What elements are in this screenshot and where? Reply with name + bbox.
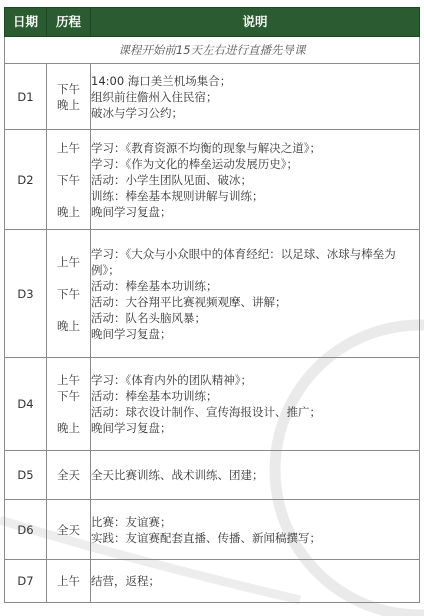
description-cell [91,230,420,358]
date-cell: D1 [5,64,47,130]
process-slot: 下午 [57,389,80,403]
header-process: 历程 [47,8,91,37]
description-line: 14:00 海口美兰机场集合； [91,73,232,88]
process-cell [47,500,91,560]
table-row [5,64,420,130]
description-line: 活动：大谷翔平比赛视频观摩、讲解； [91,294,287,309]
description-line: 晚间学习复盘； [91,421,172,435]
process-slot: 全天 [57,522,80,537]
table-row [5,451,420,500]
description-line: 比赛：友谊赛； [91,514,172,529]
description-cell [91,451,420,500]
description-cell [91,560,420,603]
header-description: 说明 [91,8,420,37]
description-line: 学习：《大众与小众眼中的体育经纪：以足球、冰球与棒垒为例》； [91,246,396,277]
header-date: 日期 [5,8,47,37]
description-line: 活动：棒垒基本功训练； [91,278,218,293]
description-cell [91,358,420,451]
table-row [5,500,420,560]
process-slot: 下午 [57,81,80,96]
pre-course-note: 课程开始前15天左右进行直播先导课 [5,37,420,64]
date-cell: D3 [5,230,47,358]
schedule-table [4,7,420,603]
process-cell [47,230,91,358]
description-cell [91,130,420,230]
description-line: 结营，返程； [91,574,160,588]
table-row [5,130,420,230]
date-cell: D2 [5,130,47,230]
process-slot: 晚上 [57,421,80,435]
description-line: 破冰与学习公约； [91,105,183,120]
description-line: 活动：队名头脑风暴； [91,310,206,325]
description-line: 活动：棒垒基本功训练； [91,389,218,403]
header-row [5,8,420,37]
process-cell [47,130,91,230]
process-slot: 晚上 [57,318,80,333]
process-slot: 上午 [57,254,80,269]
process-cell [47,451,91,500]
process-slot: 下午 [57,286,80,301]
table-row [5,358,420,451]
description-line: 活动：小学生团队见面、破冰； [91,172,252,187]
description-line: 晚间学习复盘； [91,204,172,219]
description-line: 实践：友谊赛配套直播、传播、新闻稿撰写； [91,530,321,545]
description-line: 组织前往儋州入住民宿； [91,89,218,104]
process-slot: 上午 [57,140,80,155]
table-row [5,560,420,603]
process-slot: 晚上 [57,204,80,219]
process-slot: 下午 [57,172,80,187]
process-slot: 上午 [57,373,80,387]
description-cell [91,500,420,560]
process-slot: 上午 [57,574,80,588]
description-line: 活动：球衣设计制作、宣传海报设计、推广； [91,405,321,419]
description-line: 学习：《作为文化的棒垒运动发展历史》； [91,156,298,171]
process-cell [47,64,91,130]
note-row [5,37,420,64]
description-line: 全天比赛训练、战术训练、团建； [91,468,264,482]
description-line: 学习：《教育资源不均衡的现象与解决之道》； [91,140,321,155]
process-slot: 全天 [57,468,80,482]
description-cell [91,64,420,130]
process-cell [47,358,91,451]
description-line: 学习：《体育内外的团队精神》； [91,373,252,387]
process-cell [47,560,91,603]
date-cell: D6 [5,500,47,560]
date-cell: D5 [5,451,47,500]
date-cell: D7 [5,560,47,603]
description-line: 晚间学习复盘； [91,326,172,341]
date-cell: D4 [5,358,47,451]
table-row [5,230,420,358]
process-slot: 晚上 [57,97,80,112]
description-line: 训练：棒垒基本规则讲解与训练； [91,188,264,203]
